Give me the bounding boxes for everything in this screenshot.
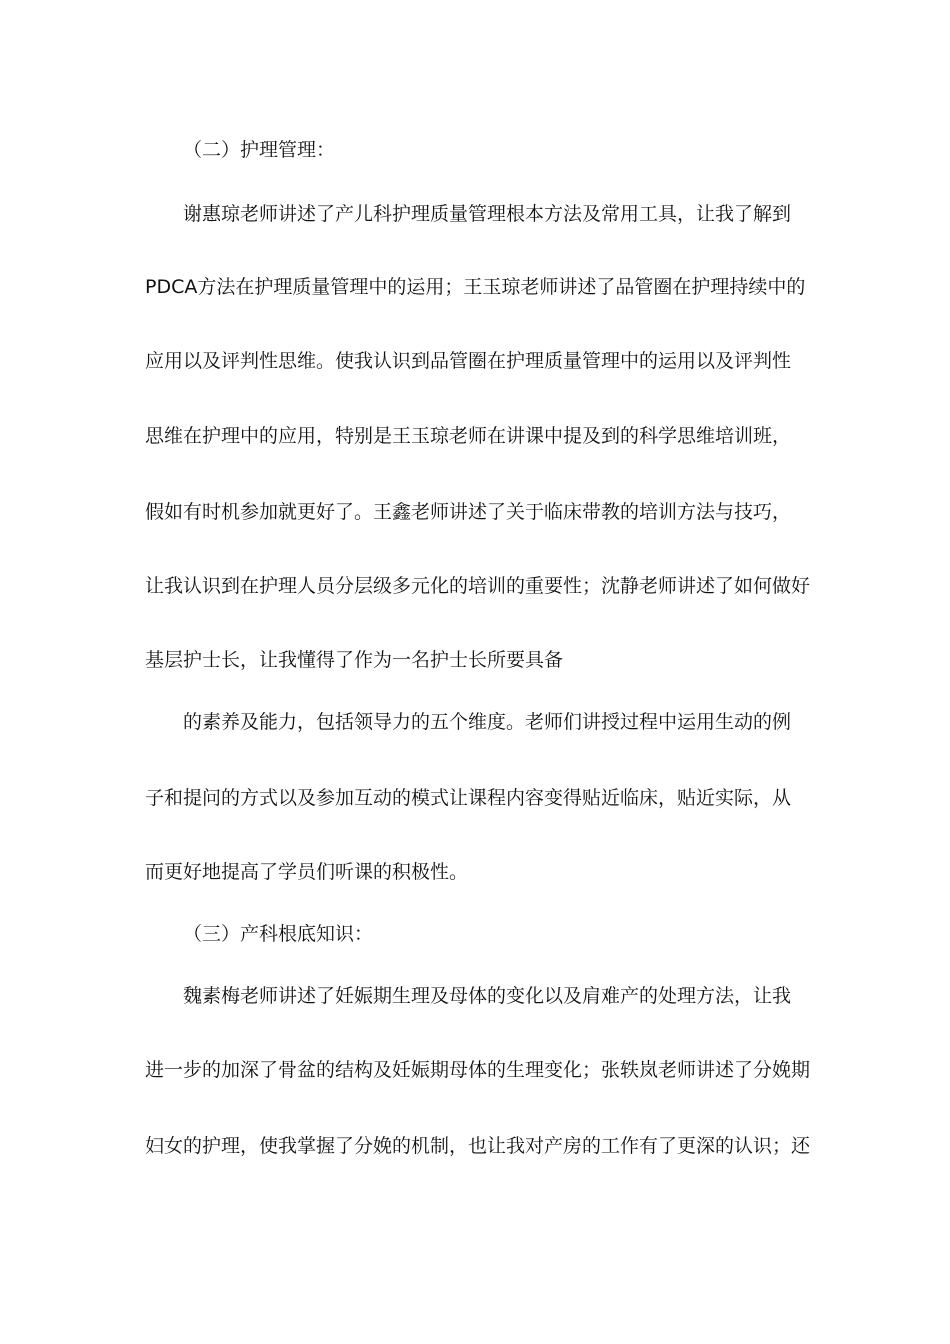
paragraph-line: 假如有时机参加就更好了。王鑫老师讲述了关于临床带教的培训方法与技巧， — [145, 501, 792, 523]
paragraph-line: 而更好地提高了学员们听课的积极性。 — [145, 861, 469, 883]
paragraph-line: 进一步的加深了骨盆的结构及妊娠期母体的生理变化；张轶岚老师讲述了分娩期 — [145, 1059, 810, 1081]
paragraph-line: 子和提问的方式以及参加互动的模式让课程内容变得贴近临床，贴近实际，从 — [145, 787, 792, 809]
section-heading-obstetric-basics: （三）产科根底知识： — [183, 923, 374, 945]
paragraph-line: 的素养及能力，包括领导力的五个维度。老师们讲授过程中运用生动的例 — [183, 711, 792, 733]
paragraph-line: 谢惠琼老师讲述了产儿科护理质量管理根本方法及常用工具，让我了解到 — [183, 203, 792, 225]
paragraph-line: 应用以及评判性思维。使我认识到品管圈在护理质量管理中的运用以及评判性 — [145, 350, 792, 372]
paragraph-line: 魏素梅老师讲述了妊娠期生理及母体的变化以及肩难产的处理方法，让我 — [183, 985, 792, 1007]
paragraph-line: PDCA方法在护理质量管理中的运用；王玉琼老师讲述了品管圈在护理持续中的 — [145, 276, 806, 298]
paragraph-line: 思维在护理中的应用，特别是王玉琼老师在讲课中提及到的科学思维培训班， — [145, 425, 792, 447]
paragraph-line: 妇女的护理，使我掌握了分娩的机制，也让我对产房的工作有了更深的认识；还 — [145, 1135, 810, 1157]
paragraph-line: 基层护士长，让我懂得了作为一名护士长所要具备 — [145, 649, 564, 671]
paragraph-line: 让我认识到在护理人员分层级多元化的培训的重要性；沈静老师讲述了如何做好 — [145, 575, 810, 597]
section-heading-nursing-management: （二）护理管理： — [183, 139, 336, 161]
